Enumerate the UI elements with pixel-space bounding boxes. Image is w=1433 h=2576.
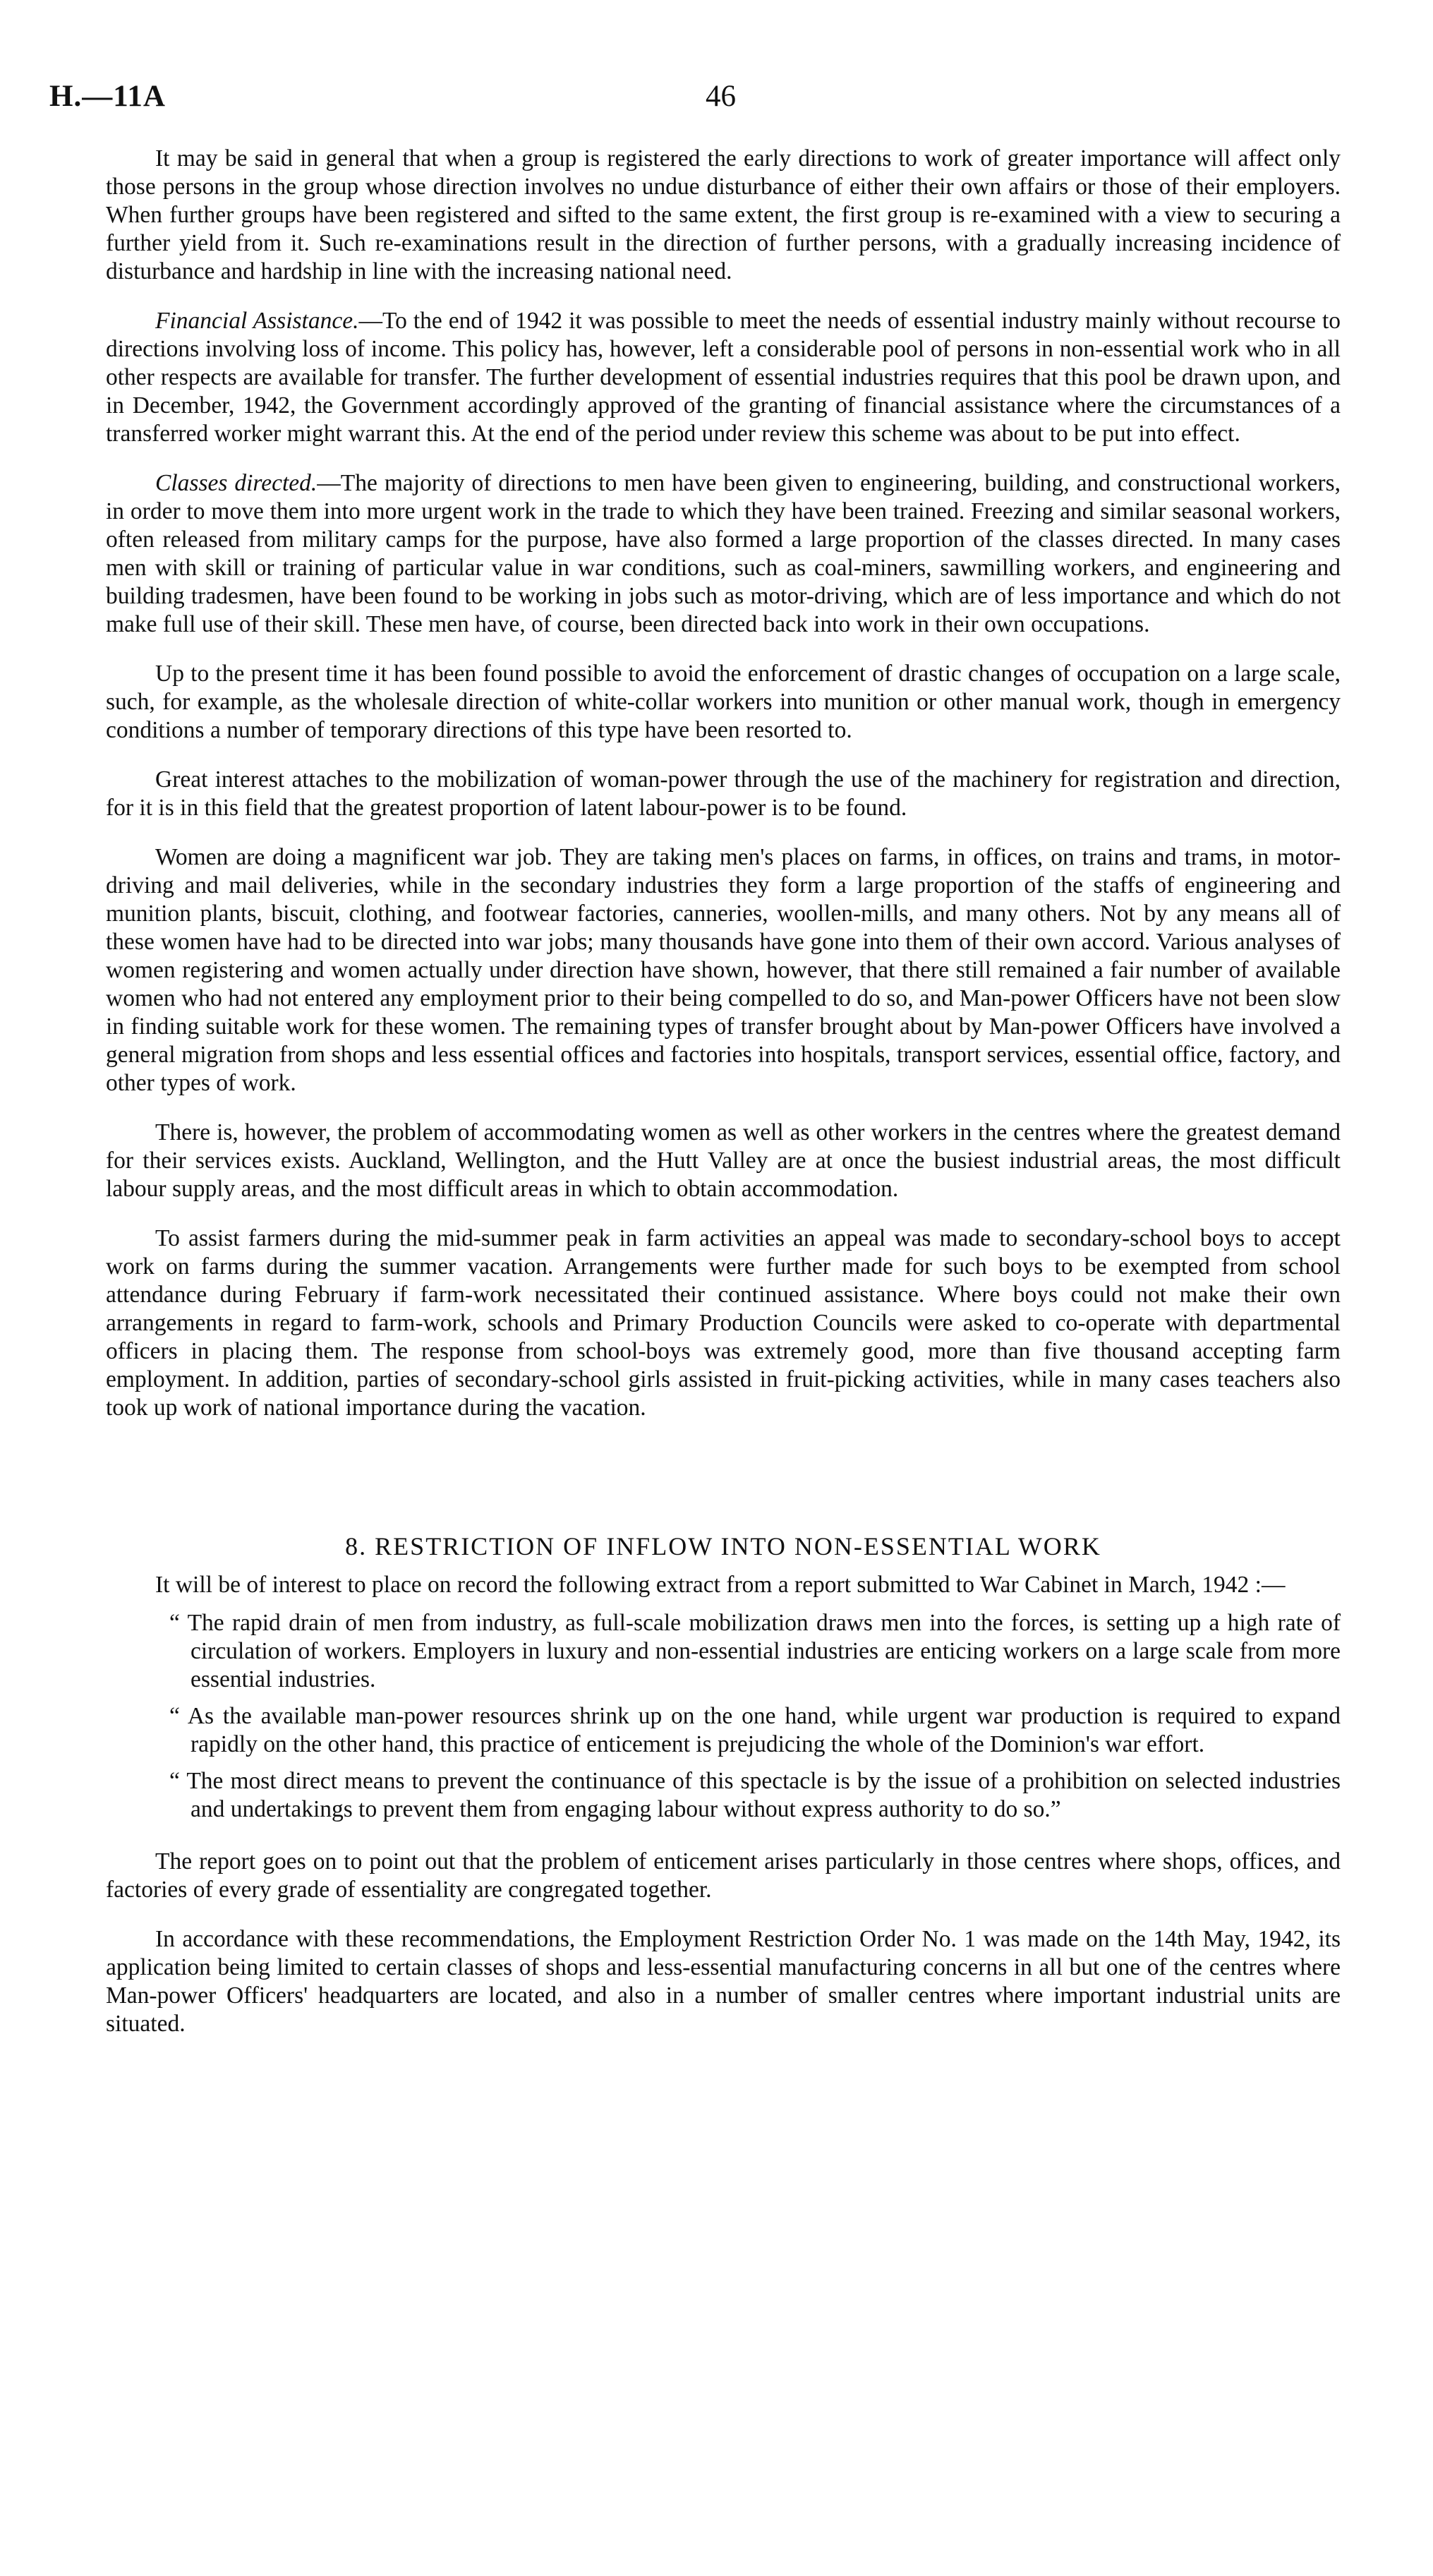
paragraph-accommodation: There is, however, the problem of accommodating women as well as other workers in the centres where the greatest demand for their services exists. Auckland, Wellington, and the Hutt Valley are at once the busiest industrial areas, the most difficult labour supply areas, and the most difficult areas in which to obtain accommodation. bbox=[106, 1119, 1341, 1202]
paragraph-lead: Classes directed. bbox=[155, 470, 318, 496]
quote-item: “ The most direct means to prevent the continuance of this spectacle is by the issue of a prohibition on selected industries and undertakings to prevent them from engaging labour without express authority to do so.” bbox=[169, 1768, 1341, 1822]
paragraph-group-registration: It may be said in general that when a group is registered the early directions to work of greater importance will affect only those persons in the group whose direction involves no undue disturbance of either their own affairs or those of their employers. When further groups have been registered and sifted to the same extent, the first group is re-examined with a view to securing a further yield from it. Such re-examinations result in the direction of further persons, with a gradually increasing incidence of disturbance and hardship in line with the increasing national need. bbox=[106, 145, 1341, 284]
page-number: 46 bbox=[706, 80, 736, 113]
section-intro: It will be of interest to place on record the following extract from a report submitted to War Cabinet in March, 1942 :— bbox=[155, 1572, 1286, 1598]
paragraph-lead: Financial Assistance. bbox=[155, 308, 359, 334]
paragraph-women-war-job: Women are doing a magnificent war job. They are taking men's places on farms, in offices, on trains and trams, in motor-driving and mail deliveries, while in the secondary industries they form a large proportion of the staffs of engineering and munition plants, biscuit, clothing, and footwear factories, canneries, woollen-mills, and many others. Not by any means all of these women have had to be directed into war jobs; many thousands have gone into them of their own accord. Various analyses of women registering and women actually under direction have shown, however, that there still remained a fair number of available women who had not entered any employment prior to their being compelled to do so, and Man-power Officers have not been slow in finding suitable work for these women. The remaining types of transfer brought about by Man-power Officers have involved a general migration from shops and less essential offices and factories into hospitals, transport services, essential office, factory, and other types of work. bbox=[106, 844, 1341, 1096]
paragraph-school-boys: To assist farmers during the mid-summer peak in farm activities an appeal was made to secondary-school boys to accept work on farms during the summer vacation. Arrangements were further made for such boys to be exempted from school attendance during February if farm-work necessitated their continued assistance. Where boys could not make their own arrangements in regard to farm-work, schools and Primary Production Councils were asked to co-operate with departmental officers in placing them. The response from school-boys was extremely good, more than five thousand accepting farm employment. In addition, parties of secondary-school girls assisted in fruit-picking activities, while in many cases teachers also took up work of national importance during the vacation. bbox=[106, 1225, 1341, 1421]
paragraph-restriction-order: In accordance with these recommendations, the Employment Restriction Order No. 1 was made on the 14th May, 1942, its application being limited to certain classes of shops and less-essential manufacturing concerns in all but one of the centres where Man-power Officers' headquarters are located, and also in a number of smaller centres where important industrial units are situated. bbox=[106, 1926, 1341, 2037]
document-body bbox=[106, 145, 1341, 2059]
document-reference: H.—11A bbox=[49, 80, 166, 113]
section-heading: 8. RESTRICTION OF INFLOW INTO NON-ESSENTIAL WORK bbox=[345, 1532, 1101, 1560]
paragraph-enticement: The report goes on to point out that the problem of enticement arises particularly in those centres where shops, offices, and factories of every grade of essentiality are congregated together. bbox=[106, 1848, 1341, 1903]
paragraph-classes-directed: Classes directed.—The majority of directions to men have been given to engineering, building, and constructional workers, in order to move them into more urgent work in the trade to which they have been trained. Freezing and similar seasonal workers, often released from military camps for the purpose, have also formed a large proportion of the classes directed. In many cases men with skill or training of particular value in war conditions, such as coal-miners, sawmilling workers, and engineering and building tradesmen, have been found to be working in jobs such as motor-driving, which are of less importance and which do not make full use of their skill. These men have, of course, been directed back into work in their own occupations. bbox=[106, 470, 1341, 637]
paragraph-financial-assistance: Financial Assistance.—To the end of 1942 it was possible to meet the needs of essential industry mainly without recourse to directions involving loss of income. This policy has, however, left a considerable pool of persons in non-essential work who in all other respects are available for transfer. The further development of essential industries requires that this pool be drawn upon, and in December, 1942, the Government accordingly approved of the granting of financial assistance where the circumstances of a transferred worker might warrant this. At the end of the period under review this scheme was about to be put into effect. bbox=[106, 308, 1341, 447]
quote-item: “ As the available man-power resources shrink up on the one hand, while urgent war production is required to expand rapidly on the other hand, this practice of enticement is prejudicing the whole of the Dominion's war effort. bbox=[169, 1703, 1341, 1757]
paragraph-woman-power: Great interest attaches to the mobilization of woman-power through the use of the machinery for registration and direction, for it is in this field that the greatest proportion of latent labour-power is to be found. bbox=[106, 766, 1341, 821]
quote-item: “ The rapid drain of men from industry, as full-scale mobilization draws men into the forces, is setting up a high rate of circulation of workers. Employers in luxury and non-essential industries are enticing workers on a large scale from more essential industries. bbox=[169, 1610, 1341, 1692]
paragraph-drastic-changes: Up to the present time it has been found possible to avoid the enforcement of drastic changes of occupation on a large scale, such, for example, as the wholesale direction of white-collar workers into munition or other manual work, though in emergency conditions a number of temporary directions of this type have been resorted to. bbox=[106, 661, 1341, 743]
